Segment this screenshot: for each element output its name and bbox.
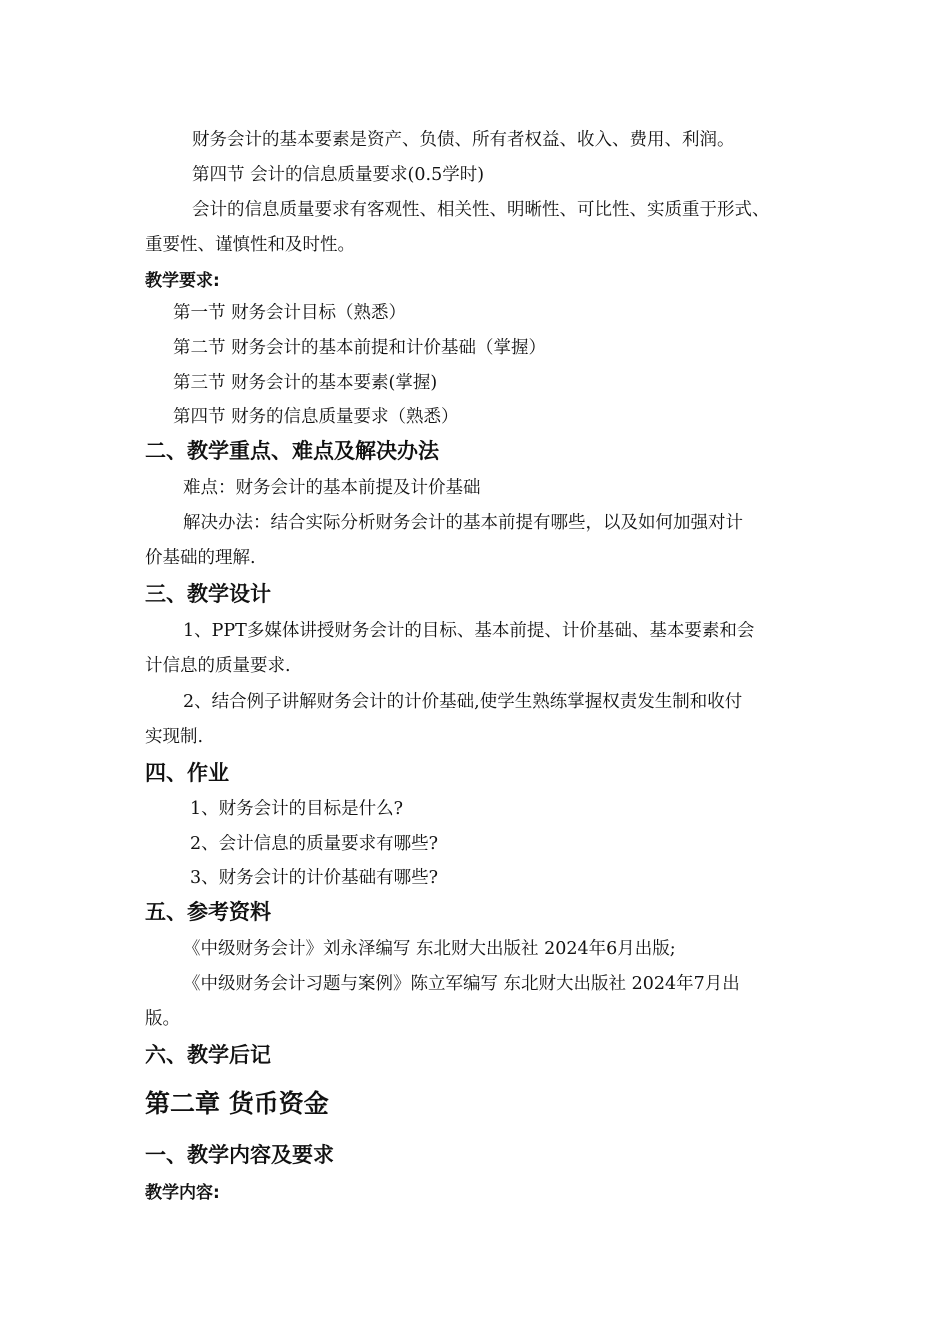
design-item1-line2: 计信息的质量要求. (145, 656, 291, 676)
design-item1-line1: 1、PPT多媒体讲授财务会计的目标、基本前提、计价基础、基本要素和会 (183, 621, 755, 641)
section-4-title: 第四节 会计的信息质量要求(0.5学时) (192, 165, 485, 185)
homework-item: 3、财务会计的计价基础有哪些? (190, 868, 439, 888)
paragraph-elements: 财务会计的基本要素是资产、负债、所有者权益、收入、费用、利润。 (192, 130, 735, 150)
reference-2-line2: 版。 (145, 1009, 180, 1029)
requirement-item: 第三节 财务会计的基本要素(掌握) (173, 373, 438, 393)
chapter-title: 第二章 货币资金 (145, 1089, 329, 1118)
section-heading-references: 五、参考资料 (145, 900, 271, 924)
section-heading-postscript: 六、教学后记 (145, 1043, 271, 1067)
difficulty-line: 难点：财务会计的基本前提及计价基础 (183, 478, 481, 498)
paragraph-quality-line1: 会计的信息质量要求有客观性、相关性、明晰性、可比性、实质重于形式、 (192, 200, 770, 220)
reference-1: 《中级财务会计》刘永泽编写 东北财大出版社 2024年6月出版; (183, 939, 676, 959)
solution-line2: 价基础的理解. (145, 548, 256, 568)
reference-2-line1: 《中级财务会计习题与案例》陈立军编写 东北财大出版社 2024年7月出 (183, 974, 740, 994)
section-heading-design: 三、教学设计 (145, 582, 271, 606)
design-item2-line2: 实现制. (145, 727, 204, 747)
requirement-item: 第二节 财务会计的基本前提和计价基础（掌握） (173, 338, 547, 358)
section-heading-key-points: 二、教学重点、难点及解决办法 (145, 439, 439, 463)
requirement-item: 第四节 财务的信息质量要求（熟悉） (173, 407, 459, 427)
section-heading-content: 一、教学内容及要求 (145, 1143, 334, 1167)
paragraph-quality-line2: 重要性、谨慎性和及时性。 (145, 235, 355, 255)
homework-item: 2、会计信息的质量要求有哪些? (190, 834, 439, 854)
requirements-label: 教学要求: (145, 271, 220, 291)
content-label: 教学内容: (145, 1183, 220, 1203)
requirement-item: 第一节 财务会计目标（熟悉） (173, 303, 407, 323)
design-item2-line1: 2、结合例子讲解财务会计的计价基础,使学生熟练掌握权责发生制和收付 (183, 692, 743, 712)
solution-line1: 解决办法：结合实际分析财务会计的基本前提有哪些，以及如何加强对计 (183, 513, 743, 533)
homework-item: 1、财务会计的目标是什么? (190, 799, 404, 819)
section-heading-homework: 四、作业 (145, 761, 229, 785)
